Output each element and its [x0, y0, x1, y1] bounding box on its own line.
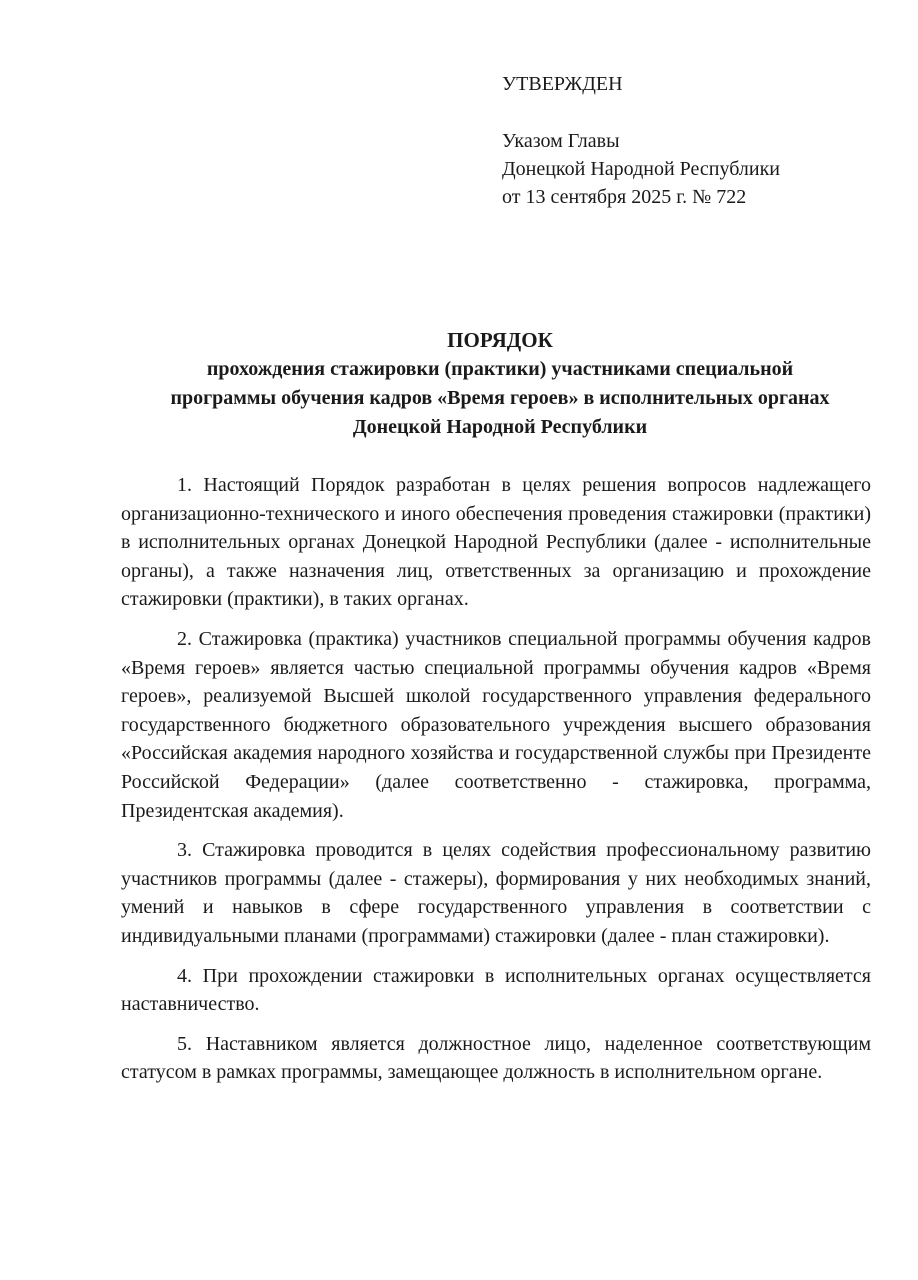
- document-heading: [120, 326, 880, 442]
- document-title: ПОРЯДОК: [447, 328, 553, 352]
- approval-line-3: от 13 сентября 2025 г. № 722: [502, 186, 747, 208]
- paragraph-1: 1. Настоящий Порядок разработан в целях решения вопросов надлежащего организационно-технического и иного обеспечения проведения стажировки (практики) в исполнительных органах Донецкой Народной Республики (далее - исполнительные органы), а также назначения лиц, ответственных за организацию и прохождение стажировки (практики), в таких органах.: [121, 474, 871, 611]
- approval-stamp: [502, 70, 780, 211]
- approval-title: УТВЕРЖДЕН: [502, 73, 623, 95]
- document-body: [121, 471, 871, 1098]
- document-subtitle-line-1: прохождения стажировки (практики) участниками специальной: [206, 358, 794, 380]
- paragraph-2: 2. Стажировка (практика) участников специальной программы обучения кадров «Время героев» является частью специальной программы обучения кадров «Время героев», реализуемой Высшей школой государственного управления федерального государственного бюджетного образовательного учреждения высшего образования «Российская академия народного хозяйства и государственной службы при Президенте Российской Федерации» (далее соответственно - стажировка, программа, Президентская академия).: [121, 627, 871, 822]
- approval-line-1: Указом Главы: [502, 130, 620, 152]
- document-subtitle-line-2: программы обучения кадров «Время героев» в исполнительных органах: [170, 387, 830, 409]
- approval-line-2: Донецкой Народной Республики: [502, 158, 780, 180]
- paragraph-5: 5. Наставником является должностное лицо, наделенное соответствующим статусом в рамках программы, замещающее должность в исполнительном органе.: [121, 1032, 871, 1084]
- paragraph-4: 4. При прохождении стажировки в исполнительных органах осуществляется наставничество.: [121, 964, 871, 1016]
- paragraph-3: 3. Стажировка проводится в целях содействия профессиональному развитию участников программы (далее - стажеры), формирования у них необходимых знаний, умений и навыков в сфере государственного управления в соответствии с индивидуальными планами (программами) стажировки (далее - план стажировки).: [121, 839, 871, 947]
- document-subtitle-line-3: Донецкой Народной Республики: [352, 416, 648, 438]
